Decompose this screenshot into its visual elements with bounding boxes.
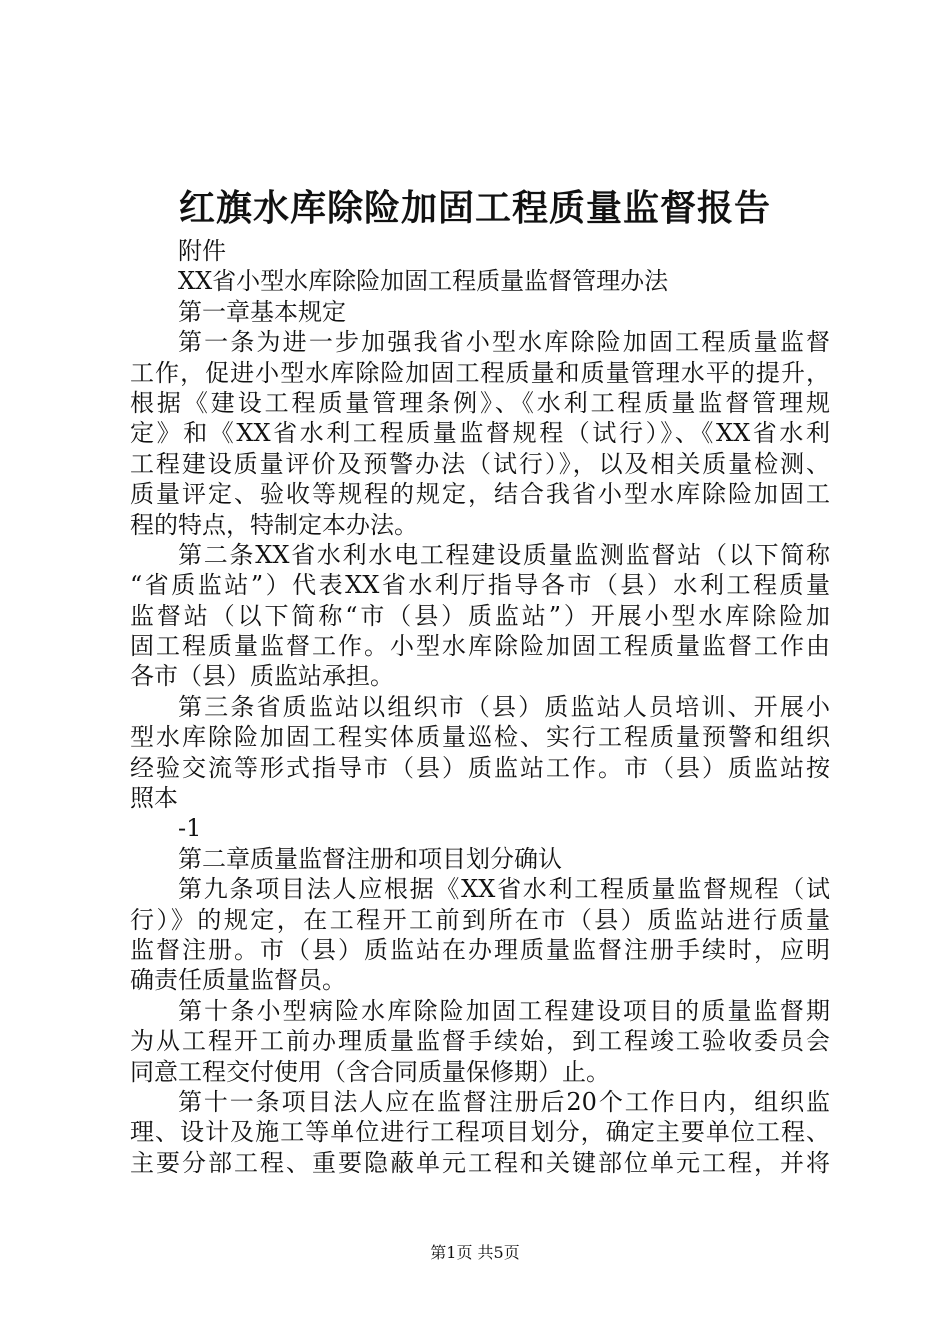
text-line: 定》和《XX省水利工程质量监督规程（试行）》、《XX省水利 <box>130 419 830 448</box>
text-line: XX省小型水库除险加固工程质量监督管理办法 <box>178 267 669 296</box>
text-line: 经验交流等形式指导市（县）质监站工作。市（县）质监站按 <box>130 753 830 782</box>
text-line: 监督站（以下简称“市（县）质监站”）开展小型水库除险加 <box>130 601 830 630</box>
document-title: 红旗水库除险加固工程质量监督报告 <box>178 187 771 229</box>
page-footer: 第1页 共5页 <box>430 1243 520 1262</box>
text-line: 第三条省质监站以组织市（县）质监站人员培训、开展小 <box>178 692 830 721</box>
text-line: 根据《建设工程质量管理条例》、《水利工程质量监督管理规 <box>130 388 830 417</box>
document-body <box>130 236 830 1178</box>
text-line: 理、设计及施工等单位进行工程项目划分，确定主要单位工程、 <box>130 1118 830 1147</box>
text-line: 各市（县）质监站承担。 <box>130 662 394 691</box>
text-line: 第十条小型病险水库除险加固工程建设项目的质量监督期 <box>178 996 830 1025</box>
text-line: 第二条XX省水利水电工程建设质量监测监督站（以下简称 <box>178 540 830 569</box>
text-line: “省质监站”）代表XX省水利厅指导各市（县）水利工程质量 <box>130 571 830 600</box>
text-line: 第一章基本规定 <box>178 297 346 326</box>
text-line: 固工程质量监督工作。小型水库除险加固工程质量监督工作由 <box>130 632 830 661</box>
page-marker: -1 <box>178 814 202 843</box>
text-line: 主要分部工程、重要隐蔽单元工程和关键部位单元工程，并将 <box>130 1148 830 1177</box>
text-line: 为从工程开工前办理质量监督手续始，到工程竣工验收委员会 <box>130 1027 830 1056</box>
text-line: 同意工程交付使用（含合同质量保修期）止。 <box>130 1057 610 1086</box>
text-line: 附件 <box>178 237 226 265</box>
text-line: 照本 <box>130 784 178 813</box>
text-line: 质量评定、验收等规程的规定，结合我省小型水库除险加固工 <box>130 480 830 509</box>
text-line: 程的特点，特制定本办法。 <box>130 510 418 539</box>
text-line: 第十一条项目法人应在监督注册后20个工作日内，组织监 <box>178 1087 830 1116</box>
text-line: 第九条项目法人应根据《XX省水利工程质量监督规程（试 <box>178 875 830 904</box>
text-line: 工作，促进小型水库除险加固工程质量和质量管理水平的提升， <box>130 358 830 387</box>
text-line: 工程建设质量评价及预警办法（试行）》，以及相关质量检测、 <box>130 449 830 478</box>
text-line: 第一条为进一步加强我省小型水库除险加固工程质量监督 <box>178 328 830 357</box>
text-line: 行）》的规定，在工程开工前到所在市（县）质监站进行质量 <box>130 905 830 934</box>
text-line: 确责任质量监督员。 <box>130 966 346 995</box>
text-line: 监督注册。市（县）质监站在办理质量监督注册手续时，应明 <box>130 935 830 964</box>
text-line: 型水库除险加固工程实体质量巡检、实行工程质量预警和组织 <box>130 723 830 752</box>
chapter-heading: 第二章质量监督注册和项目划分确认 <box>178 844 562 873</box>
